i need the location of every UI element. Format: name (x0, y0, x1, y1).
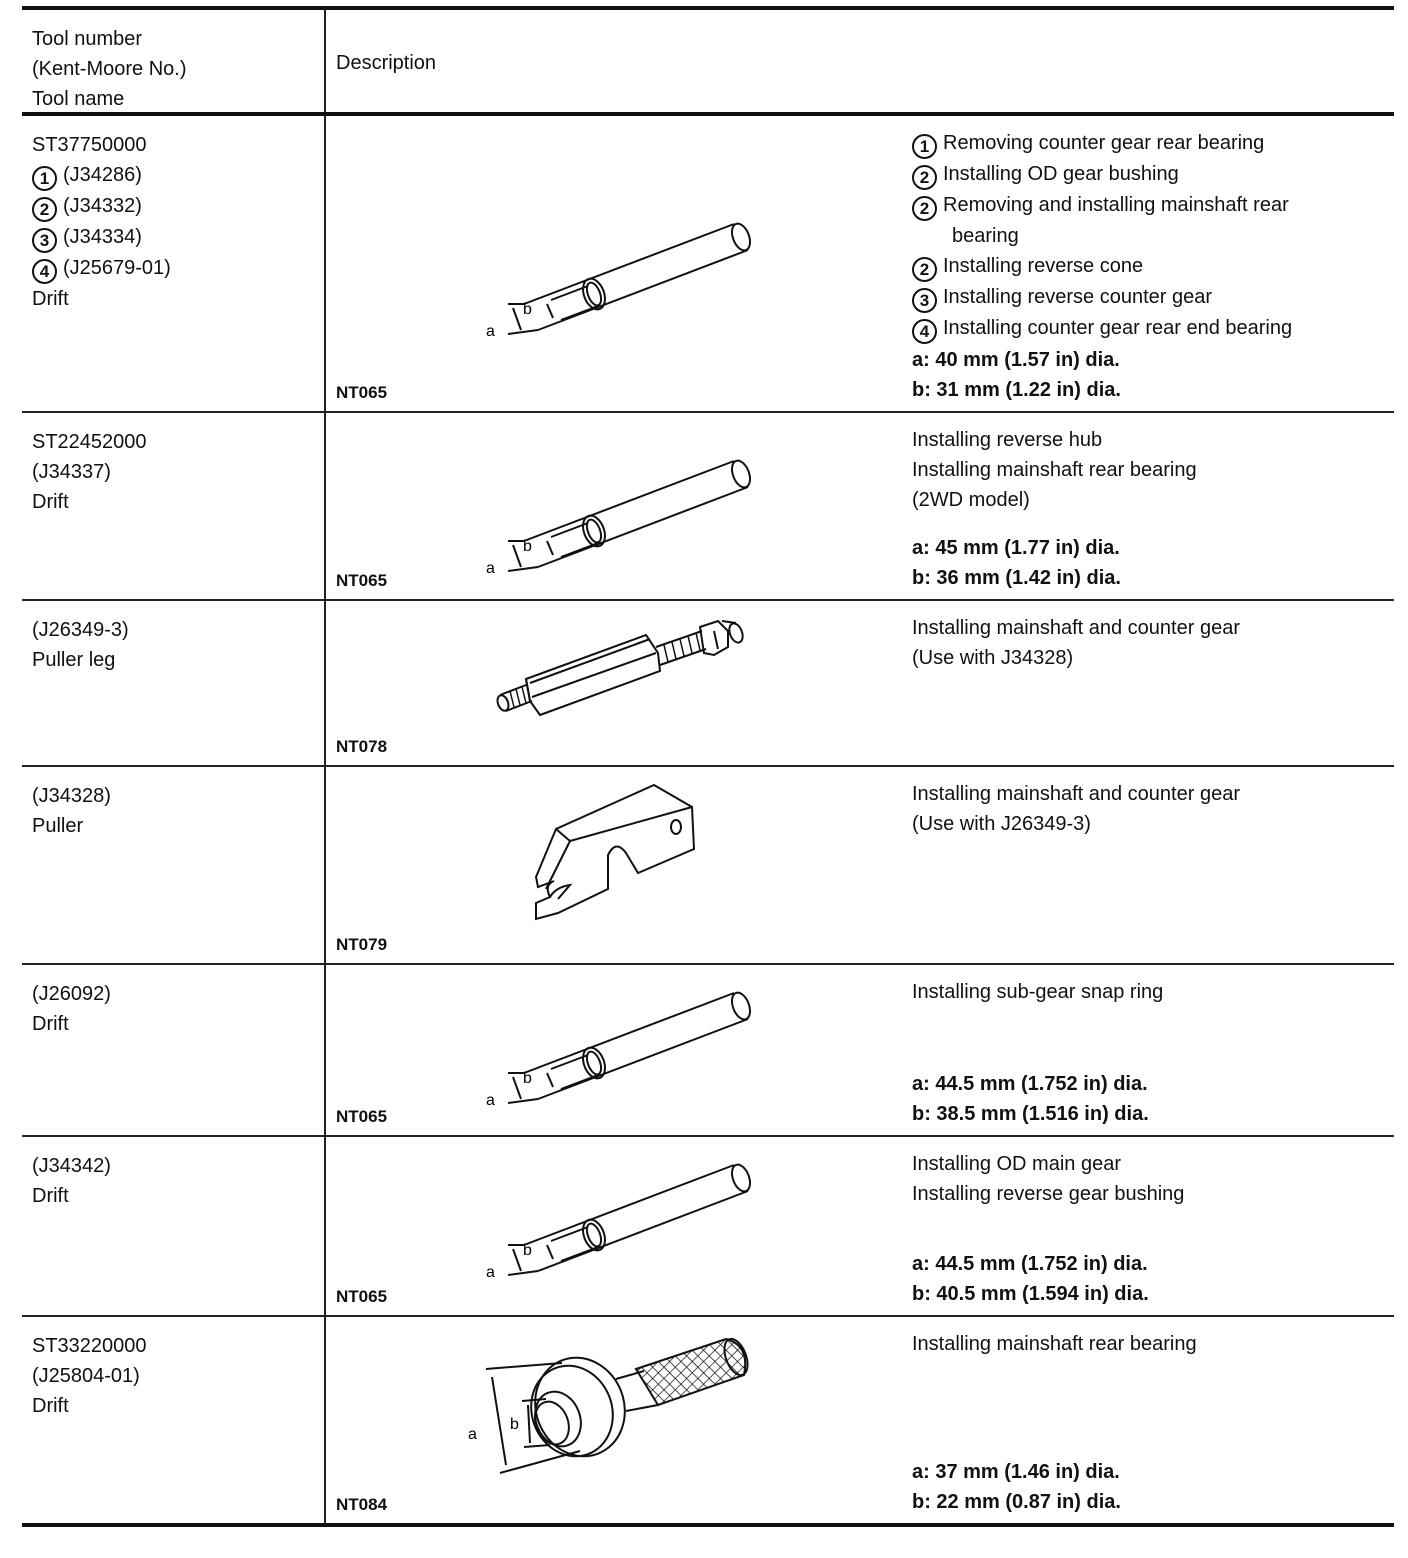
puller-leg-illustration (486, 609, 756, 729)
tool-name: Puller leg (32, 649, 116, 671)
description-list (912, 425, 1382, 515)
tool-cell (22, 413, 326, 599)
dimension-a: a: 45 mm (1.77 in) dia. (912, 537, 1120, 559)
description-line: 2 Installing reverse cone (912, 251, 1382, 282)
tool-kent-moore: (J34337) (32, 461, 111, 483)
tool-number: ST22452000 (32, 431, 147, 453)
dimension-a: a: 40 mm (1.57 in) dia. (912, 349, 1120, 371)
tool-cell (22, 965, 326, 1135)
circled-number: 2 (912, 257, 937, 282)
description-cell (326, 965, 1394, 1135)
dimension-b: b: 31 mm (1.22 in) dia. (912, 379, 1121, 401)
table-row (22, 767, 1394, 965)
svg-text:a: a (486, 1092, 495, 1109)
description-line: 2 Installing OD gear bushing (912, 159, 1382, 190)
header-tool-name: Tool name (32, 88, 125, 110)
table-row (22, 1137, 1394, 1317)
svg-text:b: b (523, 1070, 532, 1087)
dimensions (912, 533, 1121, 593)
dimension-b: b: 40.5 mm (1.594 in) dia. (912, 1283, 1149, 1305)
circled-number: 2 (32, 197, 57, 222)
tool-kent-moore: (J34342) (32, 1155, 111, 1177)
svg-text:b: b (523, 301, 532, 318)
description-line: Installing mainshaft and counter gear (912, 783, 1240, 805)
puller-illustration (516, 777, 716, 927)
circled-number: 4 (32, 259, 57, 284)
tool-kent-moore: (J26092) (32, 983, 111, 1005)
description-line: Installing reverse hub (912, 429, 1103, 451)
dimension-b: b: 22 mm (0.87 in) dia. (912, 1491, 1121, 1513)
dimensions (912, 1069, 1149, 1129)
description-cell (326, 1317, 1394, 1523)
tool-name: Drift (32, 288, 69, 310)
description-list (912, 613, 1382, 673)
tool-kent-moore: (J34328) (32, 785, 111, 807)
table-header (22, 10, 1394, 116)
bearing-drift-illustration (466, 1327, 766, 1487)
description-line: 1 Removing counter gear rear bearing (912, 128, 1382, 159)
tool-kent-moore: 2 (J34332) (32, 191, 324, 222)
dimension-b: b: 38.5 mm (1.516 in) dia. (912, 1103, 1149, 1125)
svg-text:a: a (486, 1264, 495, 1281)
tool-kent-moore: 3 (J34334) (32, 222, 324, 253)
tool-kent-moore: (J26349-3) (32, 619, 129, 641)
dimension-b: b: 36 mm (1.42 in) dia. (912, 567, 1121, 589)
tool-cell (22, 767, 326, 963)
description-cell (326, 601, 1394, 765)
drift-illustration (466, 196, 766, 346)
description-line: Installing mainshaft rear bearing (912, 1333, 1197, 1355)
circled-number: 2 (912, 165, 937, 190)
description-line: 2 Removing and installing mainshaft rear (912, 190, 1382, 221)
circled-number: 2 (912, 196, 937, 221)
tool-name: Puller (32, 815, 84, 837)
tool-cell (22, 1137, 326, 1315)
tool-kent-moore: 4 (J25679-01) (32, 253, 324, 284)
description-cell (326, 413, 1394, 599)
description-list (912, 779, 1382, 839)
figure-code: NT065 (336, 1287, 388, 1306)
circled-number: 1 (912, 134, 937, 159)
tool-name: Drift (32, 1185, 69, 1207)
tool-column-header (22, 10, 326, 112)
tool-number: ST37750000 (32, 134, 147, 156)
tool-kent-moore: (J25804-01) (32, 1365, 140, 1387)
table-row (22, 116, 1394, 413)
description-line: Installing mainshaft and counter gear (912, 617, 1240, 639)
description-cell (326, 1137, 1394, 1315)
table-row (22, 965, 1394, 1137)
description-line: 3 Installing reverse counter gear (912, 282, 1382, 313)
description-line: 4 Installing counter gear rear end bearing (912, 313, 1382, 344)
svg-text:a: a (486, 560, 495, 577)
description-line: Installing sub-gear snap ring (912, 981, 1164, 1003)
description-list (912, 1329, 1382, 1359)
svg-text:a: a (468, 1426, 477, 1443)
drift-illustration (466, 1137, 766, 1287)
dimensions (912, 345, 1121, 405)
description-cell (326, 116, 1394, 411)
tool-cell (22, 116, 326, 411)
figure-code: NT078 (336, 737, 388, 756)
svg-text:b: b (510, 1416, 519, 1433)
description-line: (2WD model) (912, 489, 1030, 511)
svg-text:b: b (523, 1242, 532, 1259)
description-line: Installing OD main gear (912, 1153, 1121, 1175)
figure-code: NT065 (336, 1107, 388, 1126)
header-tool-number: Tool number (32, 28, 143, 50)
dimension-a: a: 44.5 mm (1.752 in) dia. (912, 1073, 1148, 1095)
svg-text:b: b (523, 538, 532, 555)
table-row (22, 1317, 1394, 1523)
tool-name: Drift (32, 1013, 69, 1035)
description-list (912, 977, 1382, 1007)
dimension-a: a: 44.5 mm (1.752 in) dia. (912, 1253, 1148, 1275)
description-line: (Use with J34328) (912, 647, 1074, 669)
tool-name: Drift (32, 491, 69, 513)
figure-code: NT079 (336, 935, 388, 954)
dimensions (912, 1457, 1121, 1517)
tool-name: Drift (32, 1395, 69, 1417)
tool-cell (22, 601, 326, 765)
table-row (22, 601, 1394, 767)
description-line: Installing mainshaft rear bearing (912, 459, 1197, 481)
table-row (22, 413, 1394, 601)
tool-cell (22, 1317, 326, 1523)
description-line: bearing (952, 225, 1019, 247)
description-cell (326, 767, 1394, 963)
figure-code: NT065 (336, 383, 388, 402)
description-column-header: Description (336, 52, 437, 74)
svg-text:a: a (486, 323, 495, 340)
drift-illustration (466, 433, 766, 583)
figure-code: NT084 (336, 1495, 388, 1514)
description-list (912, 128, 1382, 344)
header-kent-moore: (Kent-Moore No.) (32, 58, 187, 80)
circled-number: 3 (32, 228, 57, 253)
description-line: (Use with J26349-3) (912, 813, 1091, 835)
circled-number: 1 (32, 166, 57, 191)
description-list (912, 1149, 1382, 1209)
special-tools-table (22, 6, 1394, 1527)
figure-code: NT065 (336, 571, 388, 590)
drift-illustration (466, 965, 766, 1115)
circled-number: 4 (912, 319, 937, 344)
dimensions (912, 1249, 1149, 1309)
circled-number: 3 (912, 288, 937, 313)
description-line: Installing reverse gear bushing (912, 1183, 1185, 1205)
tool-kent-moore: 1 (J34286) (32, 160, 324, 191)
dimension-a: a: 37 mm (1.46 in) dia. (912, 1461, 1120, 1483)
tool-number: ST33220000 (32, 1335, 147, 1357)
